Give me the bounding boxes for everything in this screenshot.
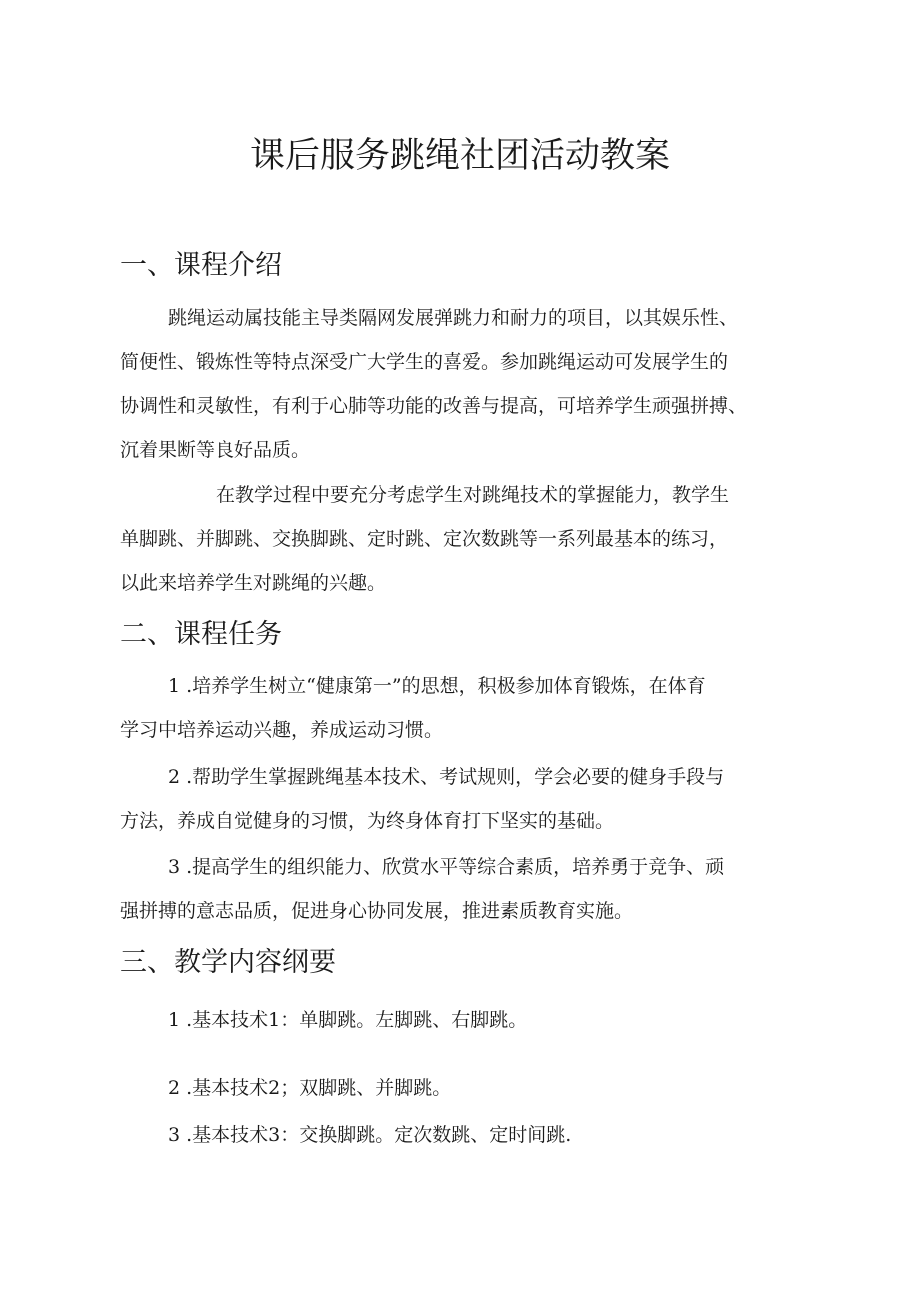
intro-paragraph-2 [120, 473, 820, 605]
text-line: 沉着果断等良好品质。 [120, 439, 311, 461]
intro-paragraph-1 [120, 296, 820, 472]
text-line: 协调性和灵敏性，有利于心肺等功能的改善与提高，可培养学生顽强拼搏、 [120, 395, 748, 417]
section-heading-intro: 一、课程介绍 [120, 250, 282, 281]
text-line: 单脚跳、并脚跳、交换脚跳、定时跳、定次数跳等一系列最基本的练习， [120, 528, 729, 550]
section-heading-tasks: 二、课程任务 [120, 619, 282, 650]
outline-item-2 [120, 1066, 451, 1110]
text-line: 强拼搏的意志品质，促进身心协同发展，推进素质教育实施。 [120, 900, 634, 922]
text-line: 简便性、锻炼性等特点深受广大学生的喜爱。参加跳绳运动可发展学生的 [120, 351, 729, 373]
text-line: 3 .基本技术3：交换脚跳。定次数跳、定时间跳. [168, 1124, 572, 1146]
text-line: 1 .培养学生树立“健康第一”的思想，积极参加体育锻炼，在体育 [168, 675, 706, 697]
text-line: 跳绳运动属技能主导类隔网发展弹跳力和耐力的项目，以其娱乐性、 [168, 307, 739, 329]
text-line: 2 .帮助学生掌握跳绳基本技术、考试规则，学会必要的健身手段与 [168, 766, 725, 788]
task-item-2 [120, 755, 724, 843]
outline-item-3 [120, 1113, 571, 1157]
text-line: 1 .基本技术1：单脚跳。左脚跳、右脚跳。 [168, 1009, 528, 1031]
document-title: 课后服务跳绳社团活动教案 [249, 136, 670, 176]
text-line: 2 .基本技术2；双脚跳、并脚跳。 [168, 1077, 452, 1099]
text-line: 学习中培养运动兴趣，养成运动习惯。 [120, 719, 444, 741]
task-item-3 [120, 845, 724, 933]
outline-item-1 [120, 998, 527, 1042]
section-heading-outline: 三、教学内容纲要 [120, 947, 336, 978]
text-line: 3 .提高学生的组织能力、欣赏水平等综合素质，培养勇于竞争、顽 [168, 856, 725, 878]
text-line: 方法，养成自觉健身的习惯，为终身体育打下坚实的基础。 [120, 810, 615, 832]
text-line: 在教学过程中要充分考虑学生对跳绳技术的掌握能力，教学生 [216, 484, 730, 506]
text-line: 以此来培养学生对跳绳的兴趣。 [120, 572, 387, 594]
task-item-1 [120, 664, 706, 752]
